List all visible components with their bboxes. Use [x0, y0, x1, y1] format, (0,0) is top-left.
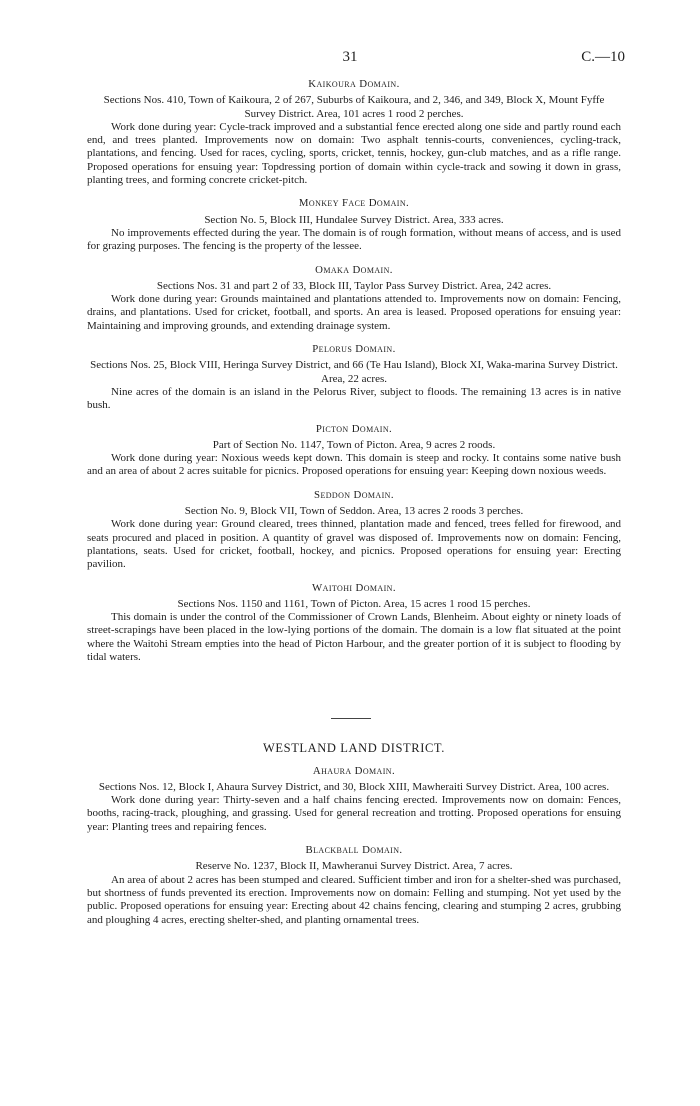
domain-section-seddon [87, 489, 621, 572]
section-divider [331, 718, 371, 719]
domain-section-blackball [87, 844, 621, 927]
page-content [87, 78, 621, 937]
domain-body: No improvements effected during the year. The domain is of rough formation, without means of access, and is used for grazing purposes. The fencing is the property of the lessee. [87, 226, 621, 253]
domain-title: Picton Domain. [315, 422, 393, 435]
domain-description: Sections Nos. 1150 and 1161, Town of Picton. Area, 15 acres 1 rood 15 perches. [177, 597, 531, 610]
domain-section-ahaura [87, 765, 621, 834]
domain-description: Sections Nos. 25, Block VIII, Heringa Survey District, and 66 (Te Hau Island), Block XI, Waka-marina Survey District. Area, 22 acres. [90, 359, 618, 385]
domain-section-waitohi [87, 582, 621, 665]
domain-title: Omaka Domain. [315, 263, 393, 276]
domain-title: Blackball Domain. [305, 844, 403, 857]
domain-title: Monkey Face Domain. [298, 197, 410, 210]
domain-description: Reserve No. 1237, Block II, Mawheranui Survey District. Area, 7 acres. [195, 860, 513, 873]
domain-body: Work done during year: Cycle-track improved and a substantial fence erected along one side and partly round each end, and trees planted. Improvements now on domain: Two asphalt tennis-courts, conveniences, cycling-track, plantations, and fencing. Used for races, cycling, sports, cricket, tennis, hockey, gun-club matches, and as a rifle range. Proposed operations for ensuing year: Topdressing portion of domain within cycle-track and sowing it down in grass, planting trees, and forming concrete cricket-pitch. [87, 120, 621, 187]
domain-section-pelorus [87, 343, 621, 412]
document-reference: C.—10 [581, 49, 625, 65]
domain-body: Work done during year: Grounds maintained and plantations attended to. Improvements now on domain: Fencing, drains, and plantations. Used for cricket, football, and sports. An area is leased. Proposed operations for ensuing year: Maintaining and improving grounds, and extending drainage system. [87, 293, 621, 332]
domain-description: Part of Section No. 1147, Town of Picton. Area, 9 acres 2 roods. [212, 438, 496, 451]
domain-body: Nine acres of the domain is an island in the Pelorus River, subject to floods. The remaining 13 acres is in native bush. [87, 385, 621, 412]
domain-body: This domain is under the control of the Commissioner of Crown Lands, Blenheim. About eighty or ninety loads of street-scrapings have been placed in the low-lying portions of the domain. The domain is a low flat situated at the point where the Waitohi Stream empties into the head of Picton Harbour, and the greater portion of it is subject to flooding by tidal waters. [87, 611, 621, 663]
domain-section-monkey-face [87, 197, 621, 253]
domain-body: Work done during year: Ground cleared, trees thinned, plantation made and fenced, trees felled for firewood, and seats procured and placed in position. A quantity of gravel was disposed of. Improvements now on domain: Fencing, plantations, seats. Used for cricket, football, hockey, and picnics. Proposed operations for ensuing year: Erecting pavilion. [87, 518, 621, 571]
domain-description: Section No. 5, Block III, Hundalee Survey District. Area, 333 acres. [204, 213, 504, 226]
domain-description: Sections Nos. 410, Town of Kaikoura, 2 of 267, Suburbs of Kaikoura, and 2, 346, and 349, Block X, Mount Fyffe Survey District. Area, 101 acres 1 rood 2 perches. [103, 94, 605, 120]
domain-body: An area of about 2 acres has been stumped and cleared. Sufficient timber and iron for a shelter-shed was purchased, but shortness of funds prevented its erection. Improvements now on domain: Felling and stumping. Not yet used by the public. Proposed operations for ensuing year: Erecting about 42 chains fencing, clearing and stumping 2 acres, grubbing and ploughing 4 acres, erecting shelter-shed, and planting ornamental trees. [87, 873, 621, 926]
domain-body: Work done during year: Noxious weeds kept down. This domain is steep and rocky. It contains some native bush and an area of about 2 acres suitable for picnics. Proposed operations for ensuing year: Keeping down noxious weeds. [87, 452, 621, 478]
domain-title: Pelorus Domain. [312, 343, 396, 356]
domain-section-omaka [87, 264, 621, 333]
domain-title: Waitohi Domain. [312, 581, 396, 594]
domain-description: Sections Nos. 31 and part 2 of 33, Block III, Taylor Pass Survey District. Area, 242 acres. [156, 279, 552, 292]
domain-body: Work done during year: Thirty-seven and a half chains fencing erected. Improvements now on domain: Fences, booths, racing-track, ploughing, and grassing. Used for general recreation and trotting. Proposed operations for ensuing year: Planting trees and repairing fences. [87, 794, 621, 833]
page-number: 31 [342, 49, 358, 65]
domain-section-picton [87, 423, 621, 479]
domain-title: Kaikoura Domain. [308, 78, 400, 90]
domain-description: Sections Nos. 12, Block I, Ahaura Survey District, and 30, Block XIII, Mawheraiti Survey District. Area, 100 acres. [98, 780, 610, 793]
domain-title: Seddon Domain. [314, 488, 394, 501]
domain-section-kaikoura [87, 78, 621, 187]
district-heading: WESTLAND LAND DISTRICT. [263, 741, 445, 756]
domain-description: Section No. 9, Block VII, Town of Seddon. Area, 13 acres 2 roods 3 perches. [184, 505, 524, 518]
domain-title: Ahaura Domain. [312, 764, 396, 777]
